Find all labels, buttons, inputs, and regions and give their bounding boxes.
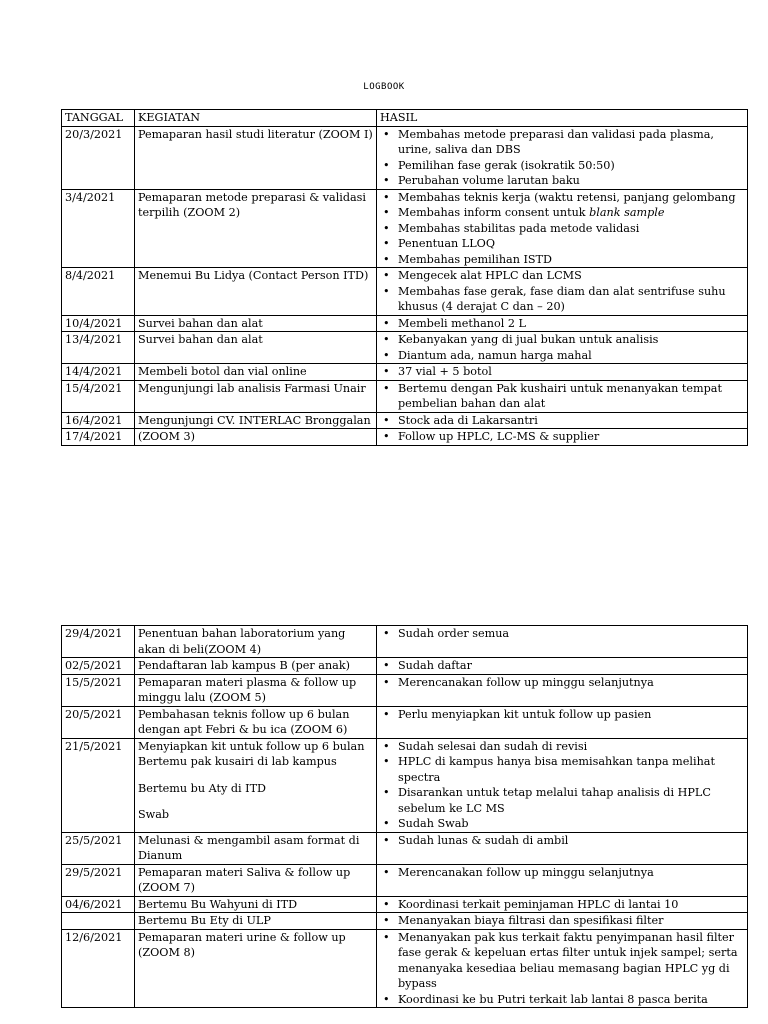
result-item — [380, 381, 744, 412]
result-item — [380, 284, 744, 315]
activity-line: Pembahasan teknis follow up 6 bulan dengan apt Febri & bu ica (ZOOM 6) — [138, 707, 350, 736]
cell-tanggal: 29/4/2021 — [62, 626, 135, 658]
activity-line: Menyiapkan kit untuk follow up 6 bulan — [138, 739, 365, 753]
activity-line: Pemaparan metode preparasi & validasi terpilih (ZOOM 2) — [138, 190, 366, 219]
activity-line: Bertemu Bu Wahyuni di ITD — [138, 897, 298, 911]
result-item — [380, 897, 744, 913]
result-text: Perlu menyiapkan kit untuk follow up pasien — [398, 707, 652, 721]
activity-line: Pemaparan hasil studi literatur (ZOOM I) — [138, 127, 373, 141]
cell-hasil — [377, 832, 748, 864]
cell-kegiatan — [135, 929, 377, 1008]
activity-line: Melunasi & mengambil asam format di Dianum — [138, 833, 360, 862]
activity-line: Pemaparan materi plasma & follow up minggu lalu (ZOOM 5) — [138, 675, 357, 704]
cell-kegiatan — [135, 626, 377, 658]
activity-line: Survei bahan dan alat — [138, 316, 263, 330]
table-row — [62, 189, 748, 268]
result-text: 37 vial + 5 botol — [398, 365, 492, 378]
cell-tanggal: 13/4/2021 — [62, 332, 135, 364]
cell-tanggal: 02/5/2021 — [62, 658, 135, 675]
result-text: Sudah lunas & sudah di ambil — [398, 833, 569, 847]
result-text: Diantum ada, namun harga mahal — [398, 348, 592, 362]
table-row — [62, 738, 748, 832]
cell-tanggal: 15/4/2021 — [62, 380, 135, 412]
table-row — [62, 706, 748, 738]
cell-hasil — [377, 706, 748, 738]
result-list — [380, 865, 744, 881]
cell-kegiatan — [135, 332, 377, 364]
result-item — [380, 158, 744, 174]
cell-tanggal: 8/4/2021 — [62, 268, 135, 316]
result-text: Pemilihan fase gerak (isokratik 50:50) — [398, 158, 615, 172]
activity-line: Pendaftaran lab kampus B (per anak) — [138, 659, 350, 672]
result-list — [380, 675, 744, 691]
table-header-row — [62, 110, 748, 127]
result-text: Follow up HPLC, LC-MS & supplier — [398, 430, 600, 443]
result-item — [380, 252, 744, 268]
activity-gap — [138, 770, 373, 781]
result-list — [380, 381, 744, 412]
table-row — [62, 315, 748, 332]
result-text: Sudah order semua — [398, 627, 510, 640]
result-text: Sudah daftar — [398, 659, 472, 672]
cell-hasil — [377, 429, 748, 446]
result-text: Membeli methanol 2 L — [398, 316, 526, 330]
cell-hasil — [377, 364, 748, 381]
result-item — [380, 127, 744, 158]
result-item — [380, 626, 744, 642]
result-text: Membahas pemilihan ISTD — [398, 252, 552, 266]
cell-kegiatan — [135, 864, 377, 896]
cell-hasil — [377, 929, 748, 1008]
cell-hasil — [377, 332, 748, 364]
table-row — [62, 126, 748, 189]
cell-kegiatan — [135, 896, 377, 913]
activity-line: Penentuan bahan laboratorium yang akan di beli(ZOOM 4) — [138, 627, 346, 656]
result-item — [380, 913, 744, 929]
result-italic-term: blank sample — [589, 206, 665, 219]
cell-kegiatan — [135, 674, 377, 706]
result-list — [380, 930, 744, 1008]
result-list — [380, 833, 744, 849]
result-text: HPLC di kampus hanya bisa memisahkan tanpa melihat spectra — [398, 755, 715, 784]
result-text: Menanyakan biaya filtrasi dan spesifikasi filter — [398, 914, 664, 927]
cell-tanggal: 20/3/2021 — [62, 126, 135, 189]
cell-tanggal: 15/5/2021 — [62, 674, 135, 706]
result-item — [380, 205, 744, 221]
table-row — [62, 832, 748, 864]
result-item — [380, 785, 744, 816]
activity-line: Menemui Bu Lidya (Contact Person ITD) — [138, 269, 369, 282]
table-row — [62, 380, 748, 412]
result-text: Merencanakan follow up minggu selanjutnya — [398, 865, 654, 879]
cell-hasil — [377, 626, 748, 658]
result-item — [380, 658, 744, 674]
result-list — [380, 413, 744, 429]
table-row — [62, 364, 748, 381]
cell-tanggal: 21/5/2021 — [62, 738, 135, 832]
result-list — [380, 127, 744, 189]
activity-line: Survei bahan dan alat — [138, 333, 263, 346]
result-item — [380, 675, 744, 691]
result-item — [380, 816, 744, 832]
result-item — [380, 739, 744, 755]
result-text: Sudah Swab — [398, 817, 469, 830]
cell-hasil — [377, 674, 748, 706]
cell-tanggal: 14/4/2021 — [62, 364, 135, 381]
cell-kegiatan — [135, 189, 377, 268]
result-item — [380, 348, 744, 364]
result-item — [380, 707, 744, 723]
activity-line: Bertemu pak kusairi di lab kampus — [138, 755, 337, 768]
result-text: Menanyakan pak kus terkait faktu penyimpanan hasil filter fase gerak & kepeluan ertas filter untuk injek sampel; serta menanyaka kesediaa beliau memasang bagian HPLC yg di bypass — [398, 930, 738, 990]
result-text: Penentuan LLOQ — [398, 237, 496, 250]
cell-tanggal: 3/4/2021 — [62, 189, 135, 268]
cell-tanggal: 16/4/2021 — [62, 412, 135, 429]
cell-hasil — [377, 268, 748, 316]
activity-line: Mengunjungi CV. INTERLAC Bronggalan — [138, 413, 371, 427]
cell-hasil — [377, 189, 748, 268]
cell-kegiatan — [135, 706, 377, 738]
result-text: Membahas stabilitas pada metode validasi — [398, 221, 640, 235]
activity-line: Pemaparan materi urine & follow up (ZOOM 8) — [138, 930, 346, 959]
result-text: Membahas metode preparasi dan validasi pada plasma, urine, saliva dan DBS — [398, 127, 714, 156]
cell-tanggal: 12/6/2021 — [62, 929, 135, 1008]
cell-hasil — [377, 380, 748, 412]
activity-line: Bertemu Bu Ety di ULP — [138, 914, 271, 927]
result-list — [380, 897, 744, 913]
cell-hasil — [377, 864, 748, 896]
result-text: Kebanyakan yang di jual bukan untuk analisis — [398, 333, 659, 346]
result-list — [380, 268, 744, 315]
result-text: Stock ada di Lakarsantri — [398, 413, 538, 427]
result-item — [380, 268, 744, 284]
result-item — [380, 413, 744, 429]
result-text: Bertemu dengan Pak kushairi untuk menanyakan tempat pembelian bahan dan alat — [398, 381, 722, 410]
result-item — [380, 754, 744, 785]
result-list — [380, 190, 744, 268]
activity-line: Pemaparan materi Saliva & follow up (ZOOM 7) — [138, 865, 351, 894]
cell-kegiatan — [135, 315, 377, 332]
result-text: Sudah selesai dan sudah di revisi — [398, 739, 588, 753]
result-text: Koordinasi terkait peminjaman HPLC di lantai 10 — [398, 897, 679, 911]
result-item — [380, 833, 744, 849]
page-title: LOGBOOK — [363, 82, 405, 92]
table-row — [62, 658, 748, 675]
result-text: Membahas fase gerak, fase diam dan alat sentrifuse suhu khusus (4 derajat C dan – 20) — [398, 284, 726, 313]
cell-hasil — [377, 913, 748, 930]
table-row — [62, 929, 748, 1008]
result-text: Mengecek alat HPLC dan LCMS — [398, 269, 582, 282]
cell-hasil — [377, 126, 748, 189]
result-list — [380, 707, 744, 723]
result-item — [380, 992, 744, 1008]
cell-kegiatan — [135, 380, 377, 412]
table-row — [62, 913, 748, 930]
cell-tanggal — [62, 913, 135, 930]
activity-line: Bertemu bu Aty di ITD — [138, 781, 267, 795]
result-list — [380, 626, 744, 642]
cell-kegiatan — [135, 658, 377, 675]
activity-line: Mengunjungi lab analisis Farmasi Unair — [138, 381, 366, 395]
table-row — [62, 332, 748, 364]
activity-line: Swab — [138, 808, 170, 821]
cell-kegiatan — [135, 738, 377, 832]
result-text: Perubahan volume larutan baku — [398, 174, 580, 187]
header-tanggal: TANGGAL — [62, 110, 135, 127]
activity-gap — [138, 796, 373, 807]
cell-kegiatan — [135, 832, 377, 864]
cell-tanggal: 10/4/2021 — [62, 315, 135, 332]
result-item — [380, 173, 744, 189]
result-list — [380, 739, 744, 832]
cell-tanggal: 20/5/2021 — [62, 706, 135, 738]
result-text: Membahas teknis kerja (waktu retensi, panjang gelombang — [398, 190, 736, 204]
cell-hasil — [377, 315, 748, 332]
cell-tanggal: 17/4/2021 — [62, 429, 135, 446]
result-list — [380, 364, 744, 380]
cell-tanggal: 25/5/2021 — [62, 832, 135, 864]
result-item — [380, 930, 744, 992]
result-list — [380, 316, 744, 332]
table-row — [62, 896, 748, 913]
cell-hasil — [377, 896, 748, 913]
cell-kegiatan — [135, 364, 377, 381]
result-text: Membahas inform consent untuk — [398, 206, 590, 219]
cell-kegiatan — [135, 429, 377, 446]
result-item — [380, 865, 744, 881]
table-row — [62, 626, 748, 658]
header-hasil: HASIL — [377, 110, 748, 127]
table-row — [62, 429, 748, 446]
logbook-table-1 — [61, 109, 748, 446]
result-list — [380, 913, 744, 929]
table-row — [62, 864, 748, 896]
logbook-table-2 — [61, 625, 748, 1008]
result-text: Disarankan untuk tetap melalui tahap analisis di HPLC sebelum ke LC MS — [398, 786, 711, 815]
cell-kegiatan — [135, 268, 377, 316]
cell-kegiatan — [135, 412, 377, 429]
cell-kegiatan — [135, 126, 377, 189]
result-item — [380, 316, 744, 332]
header-kegiatan: KEGIATAN — [135, 110, 377, 127]
activity-line: Membeli botol dan vial online — [138, 365, 307, 378]
result-item — [380, 221, 744, 237]
cell-kegiatan — [135, 913, 377, 930]
result-text: Merencanakan follow up minggu selanjutnya — [398, 675, 654, 689]
cell-tanggal: 04/6/2021 — [62, 896, 135, 913]
activity-line: (ZOOM 3) — [138, 430, 195, 443]
result-list — [380, 658, 744, 674]
result-item — [380, 190, 744, 206]
cell-hasil — [377, 412, 748, 429]
table-row — [62, 268, 748, 316]
table-row — [62, 674, 748, 706]
result-list — [380, 332, 744, 363]
result-item — [380, 429, 744, 445]
cell-tanggal: 29/5/2021 — [62, 864, 135, 896]
cell-hasil — [377, 658, 748, 675]
result-item — [380, 364, 744, 380]
result-item — [380, 332, 744, 348]
table-row — [62, 412, 748, 429]
result-item — [380, 236, 744, 252]
cell-hasil — [377, 738, 748, 832]
result-list — [380, 429, 744, 445]
result-text: Koordinasi ke bu Putri terkait lab lantai 8 pasca berita — [398, 992, 708, 1006]
